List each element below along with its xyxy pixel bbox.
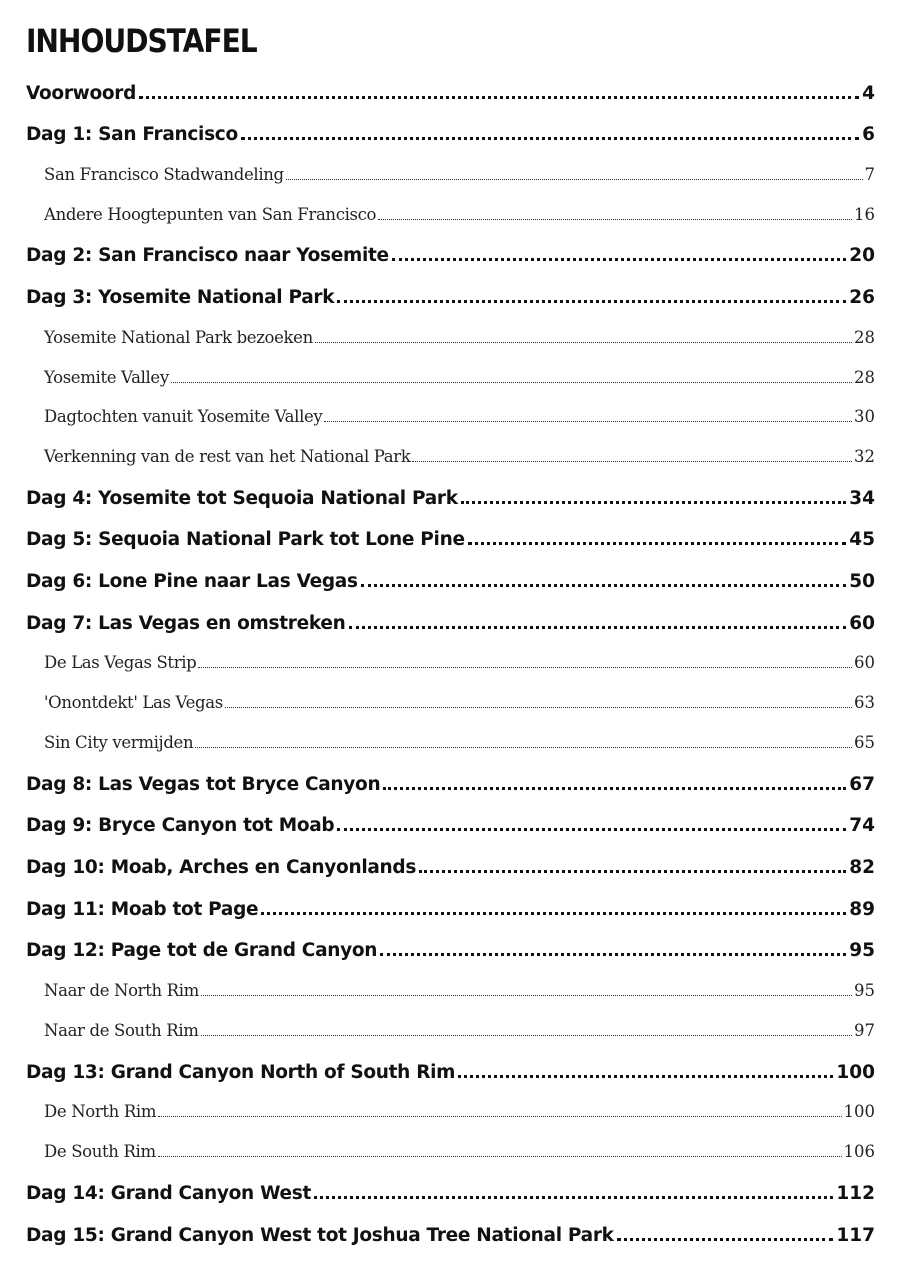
dot-leader bbox=[392, 255, 846, 261]
toc-entry-label: Dag 3: Yosemite National Park bbox=[26, 287, 335, 308]
dot-leader bbox=[361, 581, 847, 587]
toc-entry-page-number: 28 bbox=[854, 368, 875, 387]
toc-entry-label: Dag 1: San Francisco bbox=[26, 124, 238, 145]
toc-entry-label: Voorwoord bbox=[26, 83, 137, 104]
toc-section-entry[interactable] bbox=[26, 733, 875, 757]
toc-entry-page-number: 30 bbox=[854, 407, 875, 426]
toc-chapter-entry[interactable] bbox=[26, 287, 875, 311]
toc-entry-page-number: 67 bbox=[849, 774, 875, 795]
toc-entry-label: Sin City vermijden bbox=[44, 733, 194, 752]
toc-entry-page-number: 112 bbox=[836, 1183, 875, 1204]
toc-chapter-entry[interactable] bbox=[26, 857, 875, 881]
toc-chapter-entry[interactable] bbox=[26, 1225, 875, 1249]
toc-entry-label: Dag 9: Bryce Canyon tot Moab bbox=[26, 815, 335, 836]
toc-entry-label: Andere Hoogtepunten van San Francisco bbox=[44, 205, 377, 224]
toc-section-entry[interactable] bbox=[26, 1021, 875, 1045]
toc-entry-page-number: 100 bbox=[843, 1102, 875, 1121]
dot-leader bbox=[158, 1113, 841, 1117]
toc-chapter-entry[interactable] bbox=[26, 83, 875, 107]
toc-entry-label: Dagtochten vanuit Yosemite Valley bbox=[44, 407, 323, 426]
toc-entry-page-number: 50 bbox=[849, 571, 875, 592]
toc-entry-page-number: 63 bbox=[854, 693, 875, 712]
toc-entry-label: Dag 10: Moab, Arches en Canyonlands bbox=[26, 857, 417, 878]
dot-leader bbox=[241, 134, 859, 140]
toc-section-entry[interactable] bbox=[26, 205, 875, 229]
toc-entry-label: Dag 14: Grand Canyon West bbox=[26, 1183, 312, 1204]
toc-entry-label: Dag 2: San Francisco naar Yosemite bbox=[26, 245, 389, 266]
toc-section-entry[interactable] bbox=[26, 165, 875, 189]
toc-section-entry[interactable] bbox=[26, 693, 875, 717]
toc-entry-page-number: 34 bbox=[849, 488, 875, 509]
toc-entry-page-number: 65 bbox=[854, 733, 875, 752]
toc-chapter-entry[interactable] bbox=[26, 613, 875, 637]
dot-leader bbox=[383, 784, 846, 790]
toc-entry-label: Dag 4: Yosemite tot Sequoia National Park bbox=[26, 488, 458, 509]
toc-entry-page-number: 45 bbox=[849, 529, 875, 550]
toc-section-entry[interactable] bbox=[26, 447, 875, 471]
dot-leader bbox=[261, 909, 846, 915]
toc-title: INHOUDSTAFEL bbox=[26, 22, 257, 60]
toc-section-entry[interactable] bbox=[26, 407, 875, 431]
toc-chapter-entry[interactable] bbox=[26, 529, 875, 553]
toc-entry-page-number: 117 bbox=[836, 1225, 875, 1246]
toc-chapter-entry[interactable] bbox=[26, 1062, 875, 1086]
toc-entry-page-number: 6 bbox=[862, 124, 875, 145]
dot-leader bbox=[337, 297, 846, 303]
toc-entry-label: Dag 11: Moab tot Page bbox=[26, 899, 259, 920]
dot-leader bbox=[195, 744, 852, 748]
toc-entry-page-number: 26 bbox=[849, 287, 875, 308]
toc-entry-page-number: 16 bbox=[854, 205, 875, 224]
dot-leader bbox=[380, 950, 846, 956]
toc-entry-label: 'Onontdekt' Las Vegas bbox=[44, 693, 223, 712]
dot-leader bbox=[201, 1032, 852, 1036]
toc-entry-label: Naar de North Rim bbox=[44, 981, 199, 1000]
toc-entry-page-number: 20 bbox=[849, 245, 875, 266]
toc-entry-label: Dag 15: Grand Canyon West tot Joshua Tree National Park bbox=[26, 1225, 614, 1246]
toc-entry-label: De South Rim bbox=[44, 1142, 156, 1161]
toc-entry-page-number: 95 bbox=[854, 981, 875, 1000]
dot-leader bbox=[412, 458, 852, 462]
toc-chapter-entry[interactable] bbox=[26, 245, 875, 269]
toc-entry-label: Yosemite Valley bbox=[44, 368, 169, 387]
toc-entry-label: San Francisco Stadwandeling bbox=[44, 165, 284, 184]
toc-entry-label: Dag 8: Las Vegas tot Bryce Canyon bbox=[26, 774, 381, 795]
dot-leader bbox=[461, 498, 847, 504]
dot-leader bbox=[198, 664, 852, 668]
toc-entry-label: De North Rim bbox=[44, 1102, 157, 1121]
toc-entry-page-number: 82 bbox=[849, 857, 875, 878]
dot-leader bbox=[617, 1235, 834, 1241]
toc-entry-page-number: 7 bbox=[864, 165, 875, 184]
toc-entry-label: Dag 7: Las Vegas en omstreken bbox=[26, 613, 346, 634]
dot-leader bbox=[201, 992, 852, 996]
toc-entry-page-number: 100 bbox=[836, 1062, 875, 1083]
toc-entry-page-number: 89 bbox=[849, 899, 875, 920]
toc-section-entry[interactable] bbox=[26, 1102, 875, 1126]
toc-entry-label: De Las Vegas Strip bbox=[44, 653, 197, 672]
toc-entry-label: Dag 5: Sequoia National Park tot Lone Pine bbox=[26, 529, 465, 550]
toc-chapter-entry[interactable] bbox=[26, 774, 875, 798]
toc-entry-page-number: 28 bbox=[854, 328, 875, 347]
dot-leader bbox=[349, 623, 847, 629]
dot-leader bbox=[337, 825, 846, 831]
toc-entry-label: Dag 13: Grand Canyon North of South Rim bbox=[26, 1062, 456, 1083]
toc-entry-label: Dag 12: Page tot de Grand Canyon bbox=[26, 940, 378, 961]
toc-chapter-entry[interactable] bbox=[26, 1183, 875, 1207]
dot-leader bbox=[378, 216, 852, 220]
dot-leader bbox=[315, 339, 852, 343]
dot-leader bbox=[314, 1193, 833, 1199]
toc-entry-page-number: 97 bbox=[854, 1021, 875, 1040]
dot-leader bbox=[139, 93, 859, 99]
toc-entry-page-number: 60 bbox=[854, 653, 875, 672]
toc-chapter-entry[interactable] bbox=[26, 571, 875, 595]
toc-entry-page-number: 95 bbox=[849, 940, 875, 961]
toc-chapter-entry[interactable] bbox=[26, 488, 875, 512]
toc-chapter-entry[interactable] bbox=[26, 124, 875, 148]
dot-leader bbox=[419, 867, 846, 873]
toc-chapter-entry[interactable] bbox=[26, 940, 875, 964]
toc-entry-label: Verkenning van de rest van het National Park bbox=[44, 447, 411, 466]
dot-leader bbox=[158, 1153, 842, 1157]
toc-chapter-entry[interactable] bbox=[26, 815, 875, 839]
toc-entry-page-number: 60 bbox=[849, 613, 875, 634]
toc-entry-label: Naar de South Rim bbox=[44, 1021, 199, 1040]
dot-leader bbox=[458, 1072, 833, 1078]
toc-entry-label: Yosemite National Park bezoeken bbox=[44, 328, 313, 347]
dot-leader bbox=[171, 379, 852, 383]
toc-entry-page-number: 74 bbox=[849, 815, 875, 836]
toc-chapter-entry[interactable] bbox=[26, 899, 875, 923]
toc-entry-page-number: 4 bbox=[862, 83, 875, 104]
toc-section-entry[interactable] bbox=[26, 653, 875, 677]
toc-section-entry[interactable] bbox=[26, 981, 875, 1005]
toc-entry-page-number: 32 bbox=[854, 447, 875, 466]
toc-section-entry[interactable] bbox=[26, 1142, 875, 1166]
dot-leader bbox=[225, 704, 852, 708]
dot-leader bbox=[468, 539, 847, 545]
toc-section-entry[interactable] bbox=[26, 368, 875, 392]
toc-entry-page-number: 106 bbox=[843, 1142, 875, 1161]
toc-entry-label: Dag 6: Lone Pine naar Las Vegas bbox=[26, 571, 358, 592]
dot-leader bbox=[324, 418, 852, 422]
toc-section-entry[interactable] bbox=[26, 328, 875, 352]
dot-leader bbox=[286, 176, 863, 180]
